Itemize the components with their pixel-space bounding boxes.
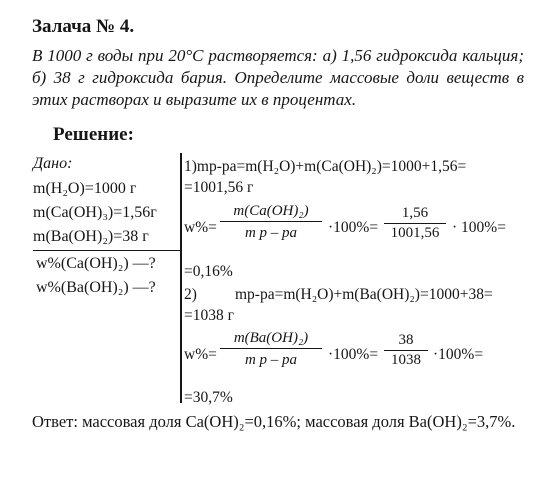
- part2-mass-solution-line: mр-ра=m(H₂O)+m(Ba(OH)₂)=1000+38=: [235, 286, 493, 303]
- part2-fraction-denominator: m р – ра: [244, 352, 298, 368]
- part1-numeric-numerator: 1,56: [401, 205, 429, 221]
- given-item-calcium: m(Ca(OH)₃)=1,56г: [33, 204, 157, 221]
- part2-numeric-denominator: 1038: [391, 352, 421, 368]
- part1-result: =0,16%: [184, 263, 233, 280]
- part2-mass-solution-result: =1038 г: [184, 307, 234, 324]
- part2-number: 2): [184, 286, 197, 303]
- given-label: Дано:: [33, 155, 73, 172]
- given-item-barium: m(Ba(OH)₂)=38 г: [33, 228, 149, 245]
- given-item-water: m(H₂O)=1000 г: [33, 180, 137, 197]
- solution-vertical-divider: [180, 153, 182, 403]
- part2-mass-fraction: [220, 330, 322, 369]
- find-item-calcium: w%(Ca(OH)₂) —?: [36, 255, 156, 272]
- part1-mass-solution-line: 1)mр-ра=m(H₂O)+m(Ca(OH)₂)=1000+1,56=: [184, 158, 467, 175]
- part1-times-100b: · 100%=: [452, 219, 506, 236]
- part2-numeric-numerator: 38: [398, 332, 414, 348]
- part2-numeric-fraction: [384, 332, 428, 369]
- part1-numeric-fraction: [384, 205, 446, 242]
- part1-mass-fraction: [220, 203, 322, 242]
- part2-result: =30,7%: [184, 389, 233, 406]
- part2-fraction-numerator: m(Ba(OH)₂): [233, 330, 309, 346]
- part2-times-100a: ·100%=: [328, 346, 379, 363]
- given-divider: [33, 250, 180, 251]
- part2-w-label: w%=: [184, 346, 217, 363]
- answer-text: Ответ: массовая доля Ca(OH)₂=0,16%; массовая доля Ba(OH)₂=3,7%.: [32, 412, 516, 431]
- part1-w-label: w%=: [184, 219, 217, 236]
- part1-numeric-bar: [384, 223, 446, 224]
- part1-fraction-bar: [220, 221, 322, 222]
- part1-numeric-denominator: 1001,56: [390, 225, 440, 241]
- part2-numeric-bar: [384, 350, 428, 351]
- part1-mass-solution-result: =1001,56 г: [184, 179, 254, 196]
- part1-fraction-numerator: m(Ca(OH)₂): [233, 203, 309, 219]
- problem-condition: В 1000 г воды при 20°С растворяется: а) 1,56 гидроксида кальция; б) 38 г гидроксида бария. Определите массовые доли веществ в этих растворах и выразите их в процентах.: [32, 46, 524, 109]
- solution-heading: Решение:: [53, 124, 134, 145]
- part2-fraction-bar: [220, 348, 322, 349]
- part1-fraction-denominator: m р – ра: [244, 225, 298, 241]
- part1-times-100a: ·100%=: [328, 219, 379, 236]
- find-item-barium: w%(Ba(OH)₂) —?: [36, 279, 156, 296]
- problem-title: Залача № 4.: [32, 16, 135, 37]
- part2-times-100b: ·100%=: [433, 346, 484, 363]
